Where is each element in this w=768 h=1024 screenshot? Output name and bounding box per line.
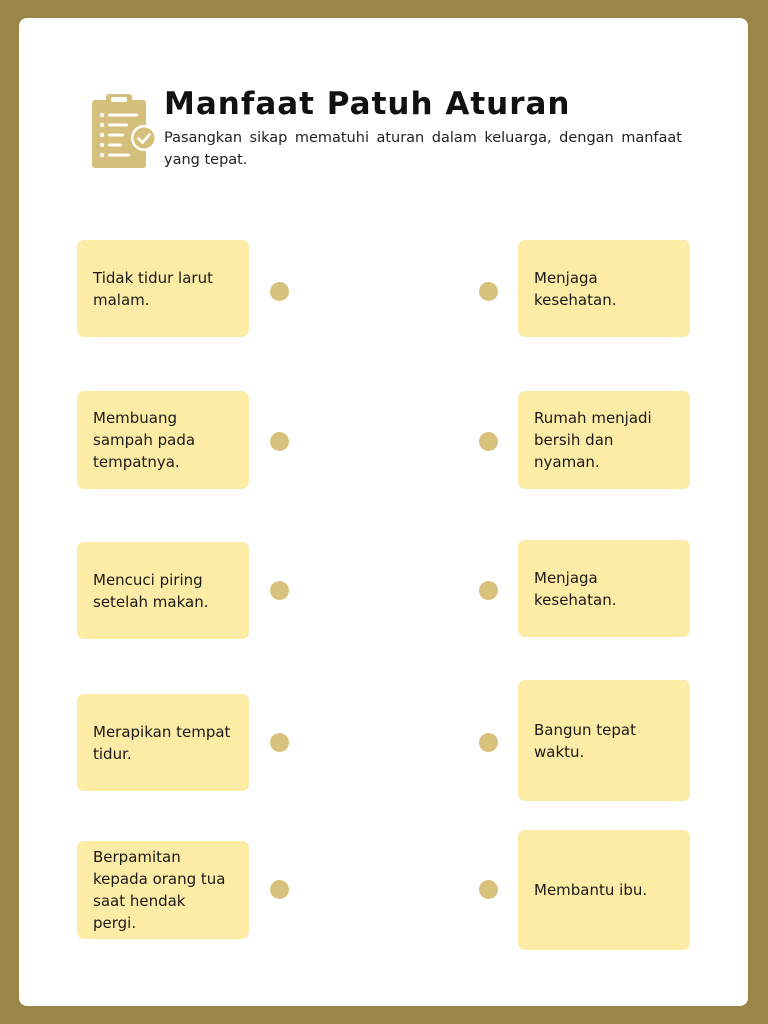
left-connector-dot-4[interactable] (270, 733, 289, 752)
page-title: Manfaat Patuh Aturan (164, 86, 571, 122)
right-connector-dot-4[interactable] (479, 733, 498, 752)
left-card-3: Mencuci piring setelah makan. (77, 542, 249, 639)
right-connector-dot-5[interactable] (479, 880, 498, 899)
right-card-1: Menjaga kesehatan. (518, 240, 690, 337)
left-connector-dot-1[interactable] (270, 282, 289, 301)
right-connector-dot-2[interactable] (479, 432, 498, 451)
right-card-2: Rumah menjadi bersih dan nyaman. (518, 391, 690, 489)
left-connector-dot-3[interactable] (270, 581, 289, 600)
left-connector-dot-2[interactable] (270, 432, 289, 451)
right-connector-dot-1[interactable] (479, 282, 498, 301)
left-card-5: Berpamitan kepada orang tua saat hendak pergi. (77, 841, 249, 939)
left-card-1: Tidak tidur larut malam. (77, 240, 249, 337)
left-card-4: Merapikan tempat tidur. (77, 694, 249, 791)
clipboard-check-icon (92, 94, 158, 168)
instruction-text: Pasangkan sikap mematuhi aturan dalam keluarga, dengan manfaat yang tepat. (164, 130, 682, 168)
right-card-5: Membantu ibu. (518, 830, 690, 950)
right-connector-dot-3[interactable] (479, 581, 498, 600)
right-card-4: Bangun tepat waktu. (518, 680, 690, 801)
left-connector-dot-5[interactable] (270, 880, 289, 899)
right-card-3: Menjaga kesehatan. (518, 540, 690, 637)
left-card-2: Membuang sampah pada tempatnya. (77, 391, 249, 489)
